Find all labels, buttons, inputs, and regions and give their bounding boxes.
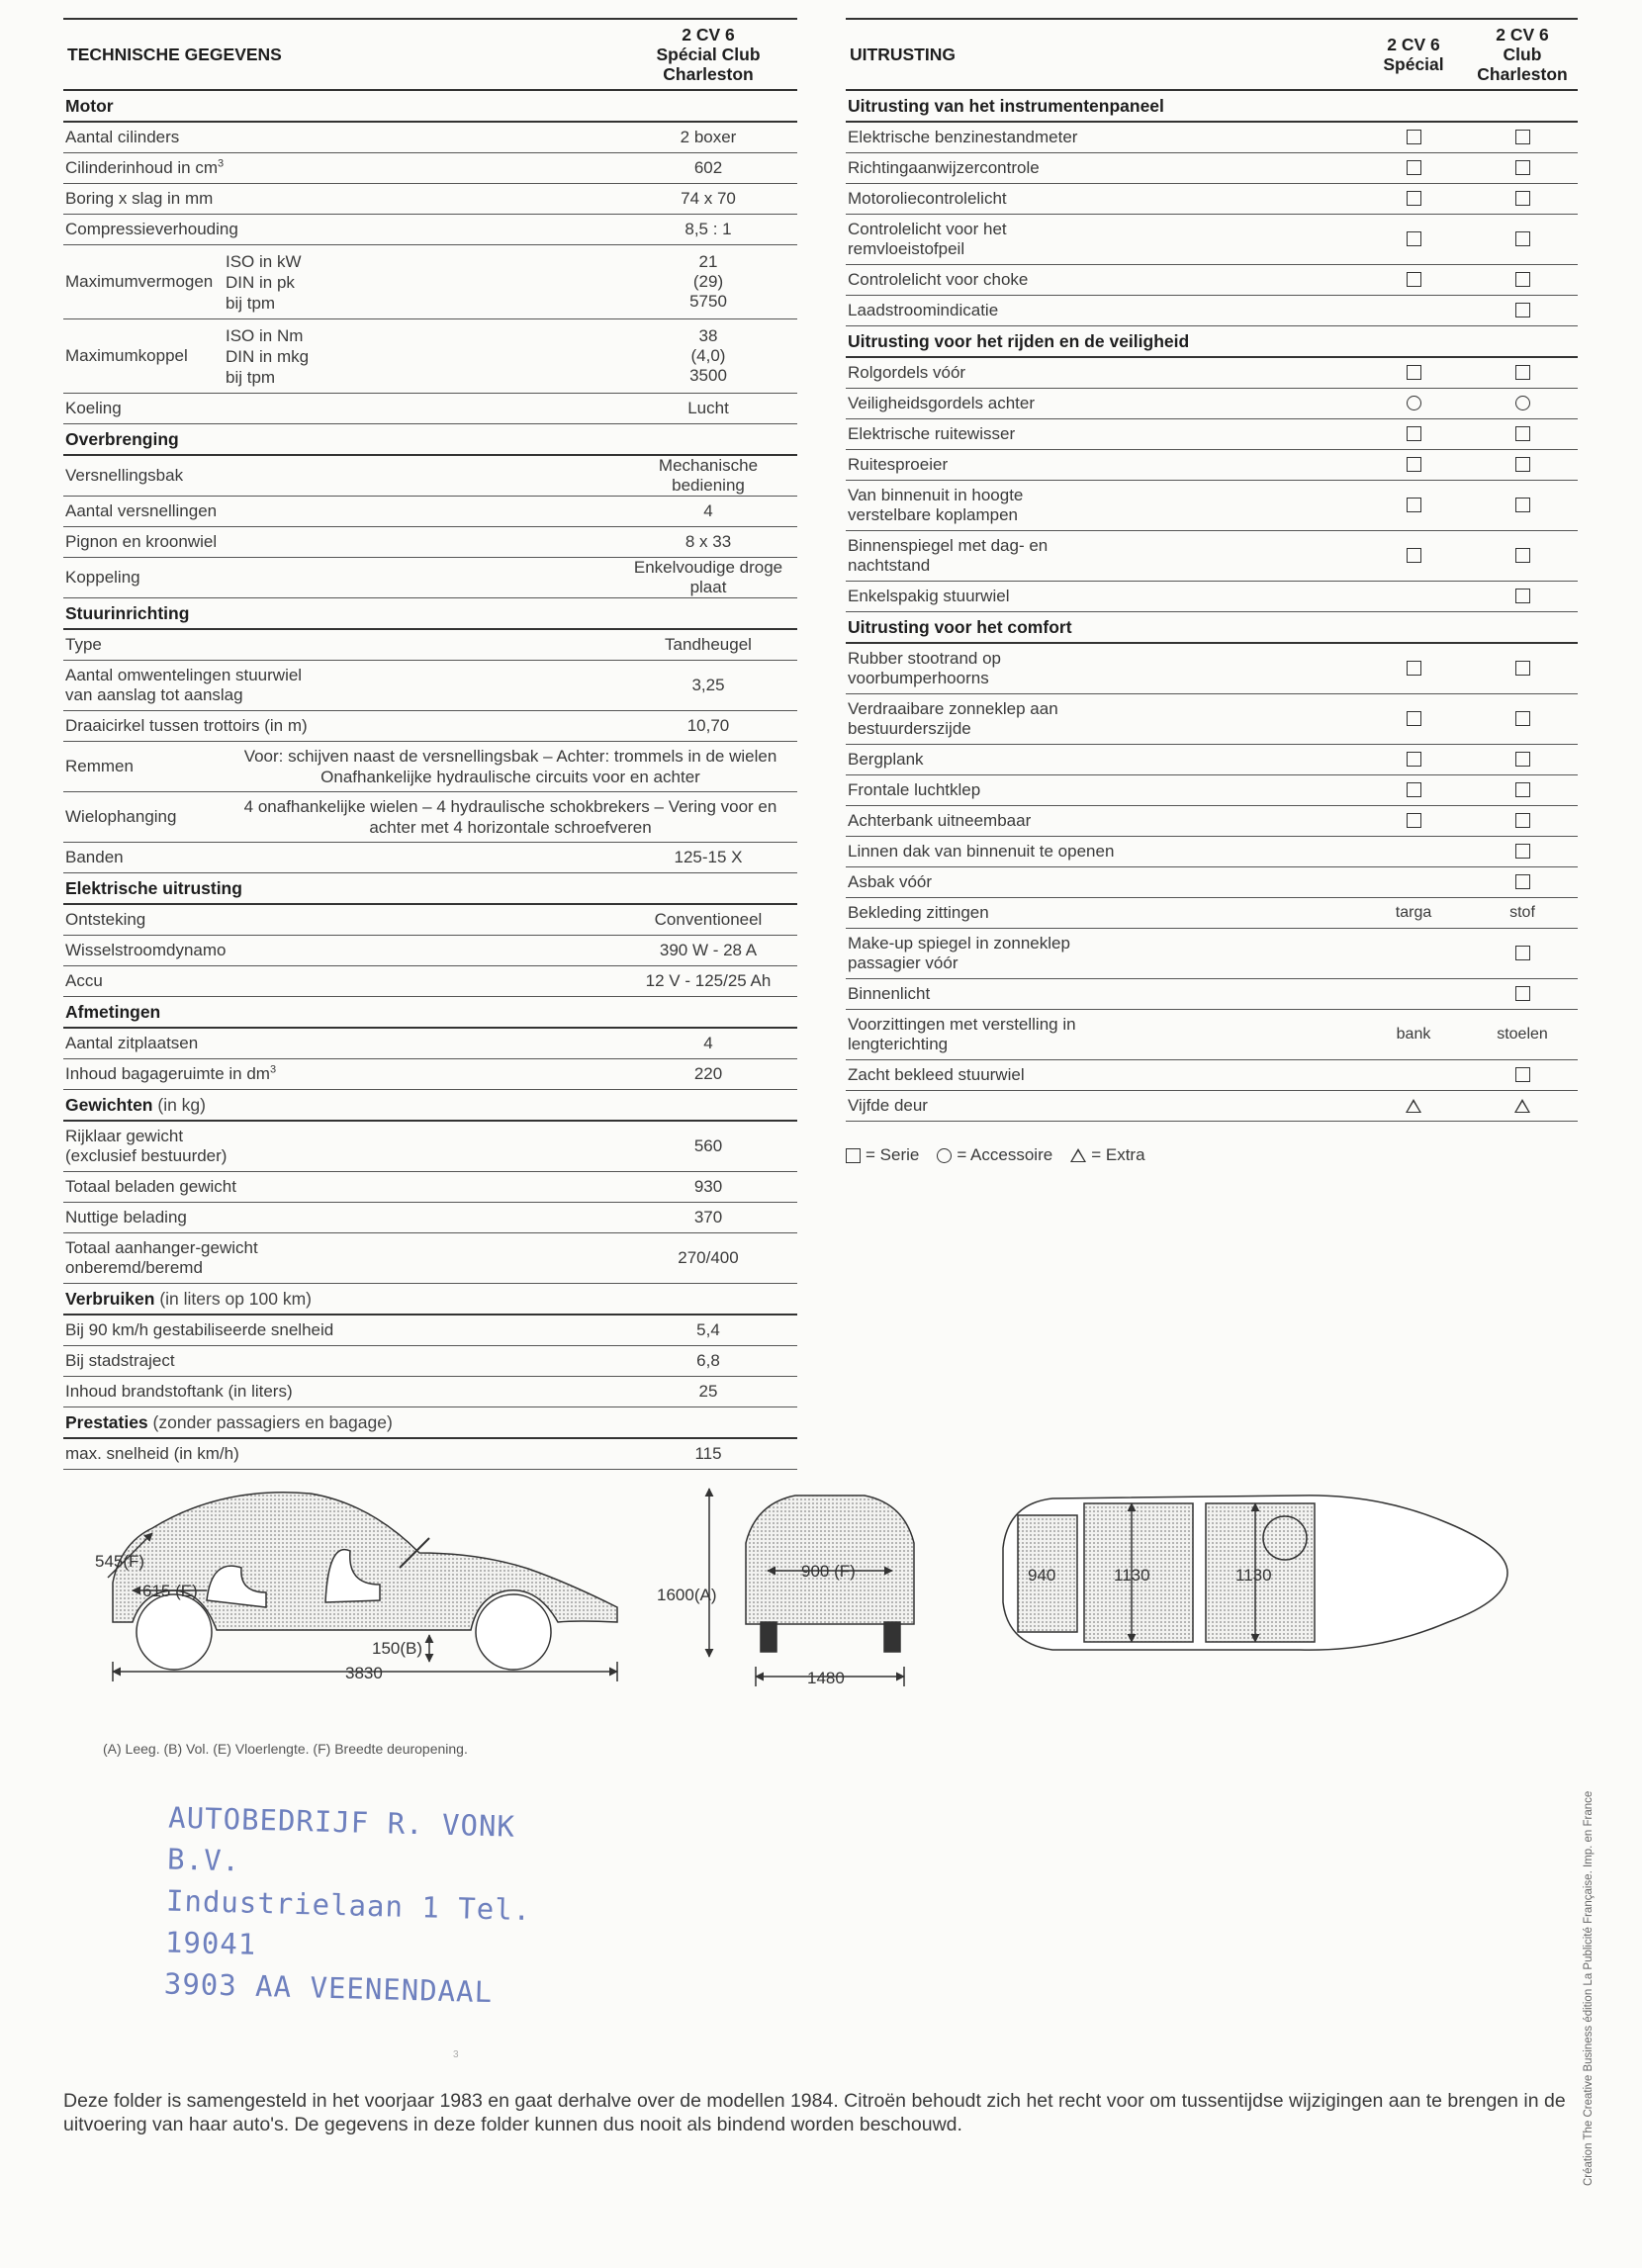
serie-cell (1360, 265, 1467, 296)
model-header-special: 2 CV 6 Spécial (1383, 35, 1444, 74)
dim-3830-label: 3830 (345, 1664, 383, 1682)
spec-row: Aantal cilinders 2 boxer (63, 122, 797, 153)
square-icon (1515, 426, 1530, 441)
square-icon (1515, 160, 1530, 175)
square-icon (1515, 946, 1530, 960)
serie-cell (1467, 745, 1578, 775)
dim-545-label: 545(F) (95, 1552, 145, 1571)
square-icon (1515, 711, 1530, 726)
circle-icon (1515, 396, 1530, 410)
equipment-label: Controlelicht voor het remvloeistofpeil (846, 215, 1360, 265)
technical-data-column (63, 18, 797, 1470)
serie-cell (1360, 745, 1467, 775)
square-icon (1515, 752, 1530, 767)
square-icon (1515, 813, 1530, 828)
serie-cell (1467, 643, 1578, 694)
car-rear-body (746, 1496, 914, 1624)
serie-cell (1467, 806, 1578, 837)
spec-row: Totaal aanhanger-gewicht onberemd/beremd 270/400 (63, 1233, 797, 1284)
triangle-icon (1514, 1099, 1530, 1113)
square-icon (1515, 498, 1530, 512)
spec-row: Versnellingsbak Mechanische bediening (63, 455, 797, 497)
equipment-label: Van binnenuit in hoogte verstelbare koplampen (846, 481, 1360, 531)
spec-row-torque: Maximumkoppel ISO in Nm DIN in mkg bij tpm 38 (4,0) 3500 (63, 319, 797, 394)
spec-row: Inhoud bagageruimte in $dm^3$ 220 (63, 1059, 797, 1090)
square-icon (1407, 457, 1421, 472)
spec-row: Ontsteking Conventioneel (63, 904, 797, 936)
equipment-label: Binnenspiegel met dag- en nachtstand (846, 531, 1360, 582)
footer-disclaimer: Deze folder is samengesteld in het voorjaar 1983 en gaat derhalve over de modellen 1984. Citroën behoudt zich het recht voor om tussentijdse wijzigingen aan te brengen in de uitvoering van haar auto's. De gegevens in deze folder kunnen dus nooit als bindend worden beschouwd. (63, 2090, 1566, 2135)
equipment-row (846, 582, 1578, 612)
dim-1600-label: 1600(A) (657, 1586, 717, 1604)
equipment-row (846, 184, 1578, 215)
technical-data-table (63, 18, 797, 1470)
equipment-label: Enkelspakig stuurwiel (846, 582, 1360, 612)
equipment-row (846, 694, 1578, 745)
square-icon (1407, 130, 1421, 144)
spec-row: Type Tandheugel (63, 629, 797, 661)
empty-cell (1360, 979, 1467, 1010)
text-cell: targa (1360, 898, 1467, 929)
dim-900-label: 900 (F) (801, 1562, 856, 1581)
serie-cell (1360, 450, 1467, 481)
equipment-section-header: Uitrusting voor het rijden en de veiligheid (846, 326, 1578, 358)
equipment-label: Veiligheidsgordels achter (846, 389, 1360, 419)
serie-cell (1360, 775, 1467, 806)
circle-icon (1407, 396, 1421, 410)
serie-cell (1360, 357, 1467, 389)
square-icon (1407, 661, 1421, 676)
equipment-label: Make-up spiegel in zonneklep passagier vóór (846, 929, 1360, 979)
square-icon (1515, 365, 1530, 380)
equipment-label: Binnenlicht (846, 979, 1360, 1010)
square-icon (1407, 160, 1421, 175)
equipment-row (846, 1060, 1578, 1091)
spec-row: Wisselstroomdynamo 390 W - 28 A (63, 936, 797, 966)
triangle-icon (1070, 1148, 1086, 1162)
spec-row-suspension: Wielophanging 4 onafhankelijke wielen – 4 hydraulische schokbrekers – Vering voor en achter met 4 horizontale schroefveren (63, 792, 797, 843)
equipment-title: UITRUSTING (850, 45, 956, 64)
serie-cell (1467, 929, 1578, 979)
section-dimensions: Afmetingen (63, 997, 797, 1029)
extra-cell (1467, 1091, 1578, 1122)
equipment-table (846, 18, 1578, 1122)
text-cell: stoelen (1467, 1010, 1578, 1060)
serie-cell (1467, 357, 1578, 389)
equipment-row (846, 898, 1578, 929)
model-header: 2 CV 6 Spécial Club Charleston (656, 25, 761, 84)
serie-cell (1360, 419, 1467, 450)
spec-row: Aantal versnellingen 4 (63, 497, 797, 527)
spec-row-brakes: Remmen Voor: schijven naast de versnellingsbak – Achter: trommels in de wielen Onafhankelijke hydraulische circuits voor en achter (63, 742, 797, 792)
section-electrical: Elektrische uitrusting (63, 873, 797, 905)
equipment-label: Elektrische benzinestandmeter (846, 122, 1360, 153)
equipment-label: Asbak vóór (846, 867, 1360, 898)
serie-cell (1467, 215, 1578, 265)
equipment-row (846, 481, 1578, 531)
square-icon (1515, 661, 1530, 676)
spec-row: Koppeling Enkelvoudige droge plaat (63, 558, 797, 598)
dealer-stamp: AUTOBEDRIJF R. VONK B.V. Industrielaan 1 Tel. 19041 3903 AA VEENENDAAL (163, 1800, 532, 2010)
square-icon (1515, 986, 1530, 1001)
square-icon (1407, 191, 1421, 206)
section-weights: Gewichten (in kg) (63, 1090, 797, 1122)
extra-cell (1360, 1091, 1467, 1122)
page-mark: 3 (453, 2049, 459, 2060)
square-icon (1515, 844, 1530, 859)
spec-row: Accu 12 V - 125/25 Ah (63, 966, 797, 997)
serie-cell (1467, 979, 1578, 1010)
equipment-row (846, 531, 1578, 582)
square-icon (1407, 231, 1421, 246)
equipment-label: Vijfde deur (846, 1091, 1360, 1122)
spec-row: Cilinderinhoud in $cm^3$ 602 (63, 153, 797, 184)
square-icon (1515, 457, 1530, 472)
serie-cell (1360, 531, 1467, 582)
square-icon (1515, 874, 1530, 889)
empty-cell (1360, 582, 1467, 612)
legend-extra: = Extra (1070, 1145, 1144, 1165)
square-icon (1515, 130, 1530, 144)
equipment-body (846, 90, 1578, 1122)
equipment-row (846, 837, 1578, 867)
square-icon (1407, 813, 1421, 828)
equipment-row (846, 265, 1578, 296)
text-cell: stof (1467, 898, 1578, 929)
square-icon (846, 1148, 861, 1163)
square-icon (1515, 272, 1530, 287)
equipment-section-header: Uitrusting voor het comfort (846, 612, 1578, 644)
serie-cell (1360, 184, 1467, 215)
accessoire-cell (1360, 389, 1467, 419)
equipment-label: Ruitesproeier (846, 450, 1360, 481)
equipment-row (846, 122, 1578, 153)
serie-cell (1467, 184, 1578, 215)
equipment-row (846, 806, 1578, 837)
triangle-icon (1406, 1099, 1421, 1113)
equipment-label: Richtingaanwijzercontrole (846, 153, 1360, 184)
serie-cell (1467, 296, 1578, 326)
spec-row: Boring x slag in mm 74 x 70 (63, 184, 797, 215)
side-credit: Création The Creative Business édition La Publicité Française. Imp. en France (1583, 1790, 1595, 2186)
equipment-header-row (846, 19, 1578, 90)
equipment-column (846, 18, 1578, 1165)
legend-serie: = Serie (846, 1145, 919, 1165)
spec-row: Rijklaar gewicht (exclusief bestuurder) 560 (63, 1121, 797, 1172)
section-transmission: Overbrenging (63, 424, 797, 456)
square-icon (1515, 231, 1530, 246)
equipment-section-header: Uitrusting van het instrumentenpaneel (846, 90, 1578, 122)
technical-header-row (63, 19, 797, 90)
square-icon (1407, 752, 1421, 767)
square-icon (1515, 191, 1530, 206)
serie-cell (1360, 806, 1467, 837)
empty-cell (1360, 1060, 1467, 1091)
diagram-caption: (A) Leeg. (B) Vol. (E) Vloerlengte. (F) Breedte deuropening. (103, 1741, 468, 1757)
serie-cell (1360, 481, 1467, 531)
equipment-row (846, 979, 1578, 1010)
equipment-row (846, 357, 1578, 389)
section-performance: Prestaties (zonder passagiers en bagage) (63, 1407, 797, 1439)
equipment-row (846, 1091, 1578, 1122)
serie-cell (1467, 531, 1578, 582)
equipment-row (846, 389, 1578, 419)
equipment-label: Controlelicht voor choke (846, 265, 1360, 296)
equipment-row (846, 867, 1578, 898)
equipment-label: Linnen dak van binnenuit te openen (846, 837, 1360, 867)
technical-title: TECHNISCHE GEGEVENS (67, 45, 282, 64)
empty-cell (1360, 929, 1467, 979)
square-icon (1515, 303, 1530, 318)
front-wheel (476, 1594, 551, 1670)
spec-row: Bij 90 km/h gestabiliseerde snelheid 5,4 (63, 1315, 797, 1346)
serie-cell (1360, 215, 1467, 265)
equipment-row (846, 929, 1578, 979)
spec-row-power: Maximumvermogen ISO in kW DIN in pk bij tpm 21 (29) 5750 (63, 245, 797, 319)
spec-row: Aantal omwentelingen stuurwiel van aanslag tot aanslag 3,25 (63, 661, 797, 711)
dim-1480-label: 1480 (807, 1669, 845, 1687)
serie-cell (1360, 694, 1467, 745)
square-icon (1407, 426, 1421, 441)
serie-cell (1467, 122, 1578, 153)
rear-view-diagram (709, 1489, 914, 1686)
square-icon (1407, 365, 1421, 380)
equipment-label: Frontale luchtklep (846, 775, 1360, 806)
spec-row: max. snelheid (in km/h) 115 (63, 1438, 797, 1470)
spec-row: Bij stadstraject 6,8 (63, 1346, 797, 1377)
model-header-club: 2 CV 6 Club Charleston (1477, 25, 1568, 84)
equipment-label: Elektrische ruitewisser (846, 419, 1360, 450)
serie-cell (1467, 1060, 1578, 1091)
serie-cell (1360, 122, 1467, 153)
empty-cell (1360, 296, 1467, 326)
spec-row: Inhoud brandstoftank (in liters) 25 (63, 1377, 797, 1407)
square-icon (1515, 548, 1530, 563)
square-icon (1407, 498, 1421, 512)
equipment-label: Bekleding zittingen (846, 898, 1360, 929)
serie-cell (1467, 775, 1578, 806)
square-icon (1407, 548, 1421, 563)
dim-150-label: 150(B) (372, 1639, 423, 1658)
accessoire-cell (1467, 389, 1578, 419)
serie-cell (1467, 582, 1578, 612)
square-icon (1407, 272, 1421, 287)
dimension-diagrams (63, 1474, 1587, 1761)
square-icon (1515, 782, 1530, 797)
serie-cell (1467, 867, 1578, 898)
section-steering: Stuurinrichting (63, 598, 797, 630)
equipment-row (846, 775, 1578, 806)
serie-cell (1467, 153, 1578, 184)
equipment-row (846, 450, 1578, 481)
square-icon (1515, 589, 1530, 603)
serie-cell (1360, 153, 1467, 184)
serie-cell (1467, 481, 1578, 531)
equipment-row (846, 153, 1578, 184)
equipment-label: Rolgordels vóór (846, 357, 1360, 389)
rear-wheel (137, 1594, 212, 1670)
empty-cell (1360, 867, 1467, 898)
equipment-row (846, 419, 1578, 450)
serie-cell (1467, 837, 1578, 867)
section-motor: Motor (63, 90, 797, 122)
serie-cell (1467, 419, 1578, 450)
serie-cell (1467, 450, 1578, 481)
dim-1130a-label: 1130 (1114, 1566, 1150, 1585)
dim-615-label: 615 (E) (142, 1582, 198, 1600)
spec-row: Aantal zitplaatsen 4 (63, 1028, 797, 1059)
spec-row: Compressieverhouding 8,5 : 1 (63, 215, 797, 245)
equipment-label: Zacht bekleed stuurwiel (846, 1060, 1360, 1091)
equipment-label: Verdraaibare zonneklep aan bestuurderszijde (846, 694, 1360, 745)
equipment-label: Voorzittingen met verstelling in lengterichting (846, 1010, 1360, 1060)
equipment-row (846, 643, 1578, 694)
equipment-label: Laadstroomindicatie (846, 296, 1360, 326)
legend-accessoire: = Accessoire (937, 1145, 1052, 1165)
equipment-label: Bergplank (846, 745, 1360, 775)
spec-row: Koeling Lucht (63, 394, 797, 424)
spec-row: Nuttige belading 370 (63, 1203, 797, 1233)
equipment-row (846, 1010, 1578, 1060)
serie-cell (1467, 265, 1578, 296)
square-icon (1515, 1067, 1530, 1082)
serie-cell (1360, 643, 1467, 694)
equipment-label: Motoroliecontrolelicht (846, 184, 1360, 215)
equipment-row (846, 296, 1578, 326)
square-icon (1407, 711, 1421, 726)
text-cell: bank (1360, 1010, 1467, 1060)
equipment-label: Achterbank uitneembaar (846, 806, 1360, 837)
equipment-row (846, 745, 1578, 775)
serie-cell (1467, 694, 1578, 745)
spec-row: Draaicirkel tussen trottoirs (in m) 10,70 (63, 711, 797, 742)
spec-row: Totaal beladen gewicht 930 (63, 1172, 797, 1203)
spec-row: Banden 125-15 X (63, 843, 797, 873)
circle-icon (937, 1148, 952, 1163)
symbol-legend (846, 1145, 1578, 1165)
dim-1130b-label: 1130 (1235, 1566, 1272, 1585)
empty-cell (1360, 837, 1467, 867)
spec-row: Pignon en kroonwiel 8 x 33 (63, 527, 797, 558)
section-consumption: Verbruiken (in liters op 100 km) (63, 1284, 797, 1315)
square-icon (1407, 782, 1421, 797)
equipment-label: Rubber stootrand op voorbumperhoorns (846, 643, 1360, 694)
dim-940-label: 940 (1028, 1566, 1056, 1585)
equipment-row (846, 215, 1578, 265)
